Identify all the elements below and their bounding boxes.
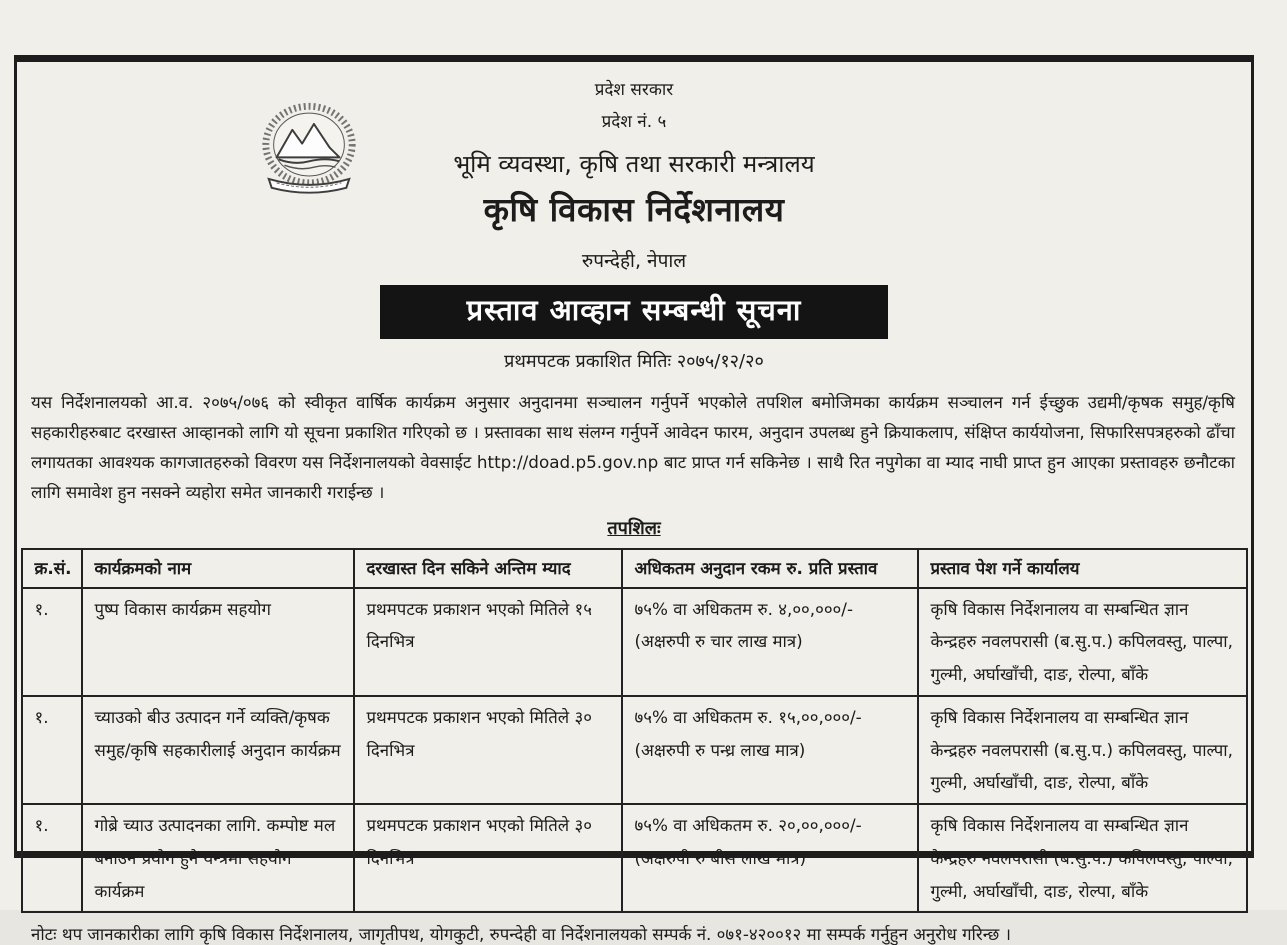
col-header-program: कार्यक्रमको नाम [82,549,354,588]
table-caption-text: तपशिलः [607,517,661,539]
grant-words: (अक्षरुपी रु पन्ध्र लाख मात्र) [634,739,806,760]
header-government: प्रदेश सरकार [594,80,674,100]
table-row [22,696,1247,804]
cell-deadline: प्रथमपटक प्रकाशन भएको मितिले ३० दिनभित्र [354,804,622,912]
notice-title-bar: प्रस्ताव आव्हान सम्बन्धी सूचना [380,285,888,339]
col-header-sn: क्र.सं. [22,549,82,588]
table-header-row [22,549,1247,588]
cell-office: कृषि विकास निर्देशनालय वा सम्बन्धित ज्ञान केन्द्रहरु नवलपरासी (ब.सु.प.) कपिलवस्तु, पाल्पा, गुल्मी, अर्घाखाँची, दाङ, रोल्पा, बाँके [918,804,1247,912]
cell-office: कृषि विकास निर्देशनालय वा सम्बन्धित ज्ञान केन्द्रहरु नवलपरासी (ब.सु.प.) कपिलवस्तु, पाल्पा, गुल्मी, अर्घाखाँची, दाङ, रोल्पा, बाँके [918,588,1247,696]
cell-sn: १. [22,588,82,696]
cell-program: गोब्रे च्याउ उत्पादनका लागि. कम्पोष्ट मल बनाउन प्रयोग हुने यन्त्रमा सहयोग कार्यक्रम [82,804,354,912]
grant-words: (अक्षरुपी रु चार लाख मात्र) [634,631,803,652]
col-header-office: प्रस्ताव पेश गर्ने कार्यालय [918,549,1247,588]
cell-sn: १. [22,804,82,912]
grant-amount: ७५% वा अधिकतम रु. २०,००,०००/- [634,815,862,836]
header-directorate: कृषि विकास निर्देशनालय [483,189,785,229]
footer-note: नोटः थप जानकारीका लागि कृषि विकास निर्देशनालय, जागृतीपथ, योगकुटी, रुपन्देही वा निर्देशनालयको सम्पर्क नं. ०७१-४२००१२ मा सम्पर्क गर्नुहुन अनुरोध गरिन्छ । [31,924,1012,945]
col-header-grant: अधिकतम अनुदान रकम रु. प्रति प्रस्ताव [622,549,918,588]
cell-grant [622,696,918,804]
header-province: प्रदेश नं. ५ [601,112,667,133]
document-frame [14,55,1254,945]
col-header-deadline: दरखास्त दिन सकिने अन्तिम म्याद [354,549,622,588]
table-row [22,588,1247,696]
cell-program: च्याउको बीउ उत्पादन गर्ने व्यक्ति/कृषक समुह/कृषि सहकारीलाई अनुदान कार्यक्रम [82,696,354,804]
header-ministry: भूमि व्यवस्था, कृषि तथा सरकारी मन्त्रालय [453,149,815,178]
notice-body-paragraph: यस निर्देशनालयको आ.व. २०७५/०७६ को स्वीकृत वार्षिक कार्यक्रम अनुसार अनुदानमा सञ्चालन गर्नुपर्ने भएकोले तपशिल बमोजिमका कार्यक्रम सञ्चालन गर्न ईच्छुक उद्यमी/कृषक समुह/कृषि सहकारीहरुबाट दरखास्त आव्हानको लागि यो सूचना प्रकाशित गरिएको छ । प्रस्तावका साथ संलग्न गर्नुपर्ने आवेदन फारम, अनुदान उपलब्ध हुने क्रियाकलाप, संक्षिप्त कार्ययोजना, सिफारिसपत्रहरुको ढाँचा लगायतका आवश्यक कागजातहरुको विवरण यस निर्देशनालयको वेवसाईट http://doad.p5.gov.np बाट प्राप्त गर्न सकिनेछ । साथै रित नपुगेका वा म्याद नाघी प्राप्त हुन आएका प्रस्तावहरु छनौटका लागि समावेश हुन नसक्ने व्यहोरा समेत जानकारी गराईन्छ । [31,391,1235,503]
cell-sn: १. [22,696,82,804]
cell-program: पुष्प विकास कार्यक्रम सहयोग [82,588,354,696]
cell-grant [622,804,918,912]
published-date-line: प्रथमपटक प्रकाशित मितिः २०७५/१२/२० [504,350,764,372]
header-location: रुपन्देही, नेपाल [581,249,687,272]
cell-deadline: प्रथमपटक प्रकाशन भएको मितिले ३० दिनभित्र [354,696,622,804]
nepal-government-emblem-icon [255,102,363,196]
grant-amount: ७५% वा अधिकतम रु. ४,००,०००/- [634,598,853,619]
grant-amount: ७५% वा अधिकतम रु. १५,००,०००/- [634,706,862,727]
cell-grant [622,588,918,696]
cell-office: कृषि विकास निर्देशनालय वा सम्बन्धित ज्ञान केन्द्रहरु नवलपरासी (ब.सु.प.) कपिलवस्तु, पाल्पा, गुल्मी, अर्घाखाँची, दाङ, रोल्पा, बाँके [918,696,1247,804]
programs-table [21,548,1248,914]
table-caption [17,516,1251,540]
cell-deadline: प्रथमपटक प्रकाशन भएको मितिले १५ दिनभित्र [354,588,622,696]
grant-words: (अक्षरुपी रु बीस लाख मात्र) [634,847,807,868]
table-row [22,804,1247,912]
